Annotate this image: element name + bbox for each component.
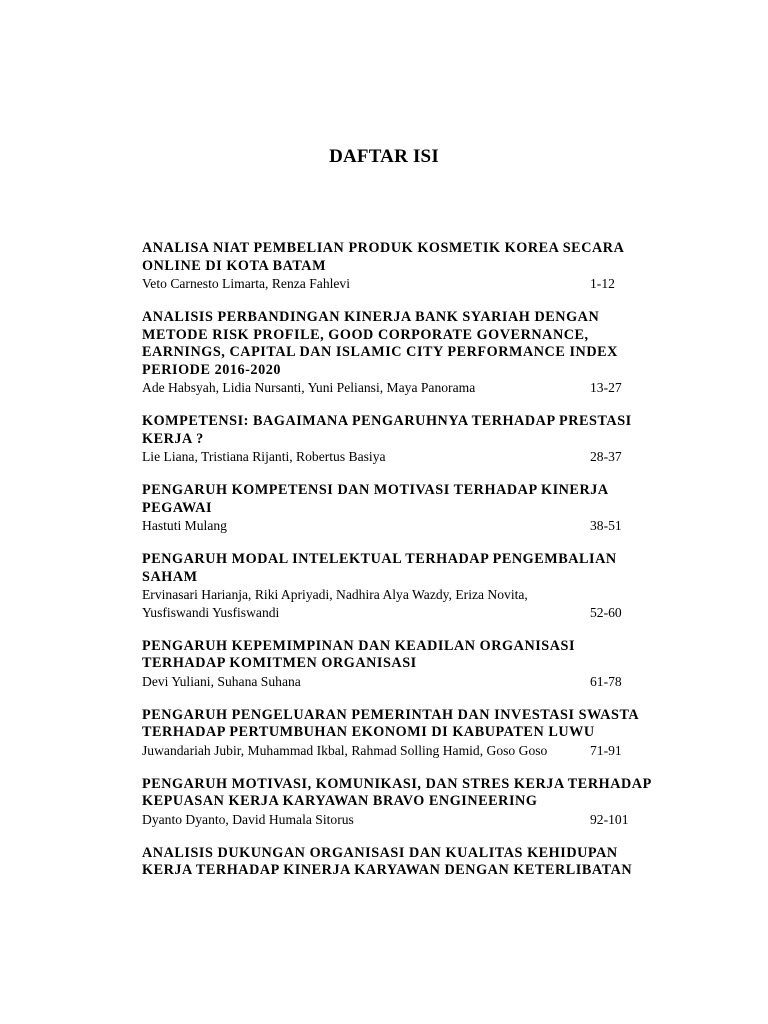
toc-entry <box>142 638 662 691</box>
table-of-contents <box>142 240 662 896</box>
toc-entry <box>142 482 662 535</box>
entry-meta-row <box>142 379 662 397</box>
article-title: PENGARUH KEPEMIMPINAN DAN KEADILAN ORGANISASI TERHADAP KOMITMEN ORGANISASI <box>142 637 576 671</box>
article-title: PENGARUH MODAL INTELEKTUAL TERHADAP PENGEMBALIAN SAHAM <box>142 551 617 585</box>
article-authors: Devi Yuliani, Suhana Suhana <box>142 673 301 689</box>
toc-entry <box>142 240 662 293</box>
toc-entry <box>142 707 662 760</box>
entry-meta-row <box>142 673 662 691</box>
page-range: 28-37 <box>590 449 622 464</box>
article-authors: Lie Liana, Tristiana Rijanti, Robertus Basiya <box>142 449 386 464</box>
entry-meta-row <box>142 811 662 829</box>
entry-meta-row <box>142 586 662 621</box>
page-title: DAFTAR ISI <box>329 146 439 167</box>
article-title: PENGARUH MOTIVASI, KOMUNIKASI, DAN STRES KERJA TERHADAP KEPUASAN KERJA KARYAWAN BRAVO ENGINEERING <box>142 775 652 809</box>
page-range: 52-60 <box>590 604 622 620</box>
page-range: 13-27 <box>590 380 622 395</box>
article-title: ANALISA NIAT PEMBELIAN PRODUK KOSMETIK KOREA SECARA ONLINE DI KOTA BATAM <box>142 240 625 274</box>
article-title: PENGARUH PENGELUARAN PEMERINTAH DAN INVESTASI SWASTA TERHADAP PERTUMBUHAN EKONOMI DI KABUPATEN LUWU <box>142 706 640 740</box>
toc-entry <box>142 309 662 397</box>
article-authors: Ervinasari Harianja, Riki Apriyadi, Nadhira Alya Wazdy, Eriza Novita, Yusfiswandi Yusfiswandi <box>142 587 528 620</box>
page-range: 92-101 <box>590 811 629 827</box>
toc-entry <box>142 845 662 880</box>
entry-meta-row <box>142 517 662 535</box>
entry-meta-row <box>142 742 662 760</box>
page-range: 71-91 <box>590 742 622 758</box>
article-authors: Veto Carnesto Limarta, Renza Fahlevi <box>142 276 350 291</box>
page-range: 1-12 <box>590 276 615 291</box>
article-title: ANALISIS DUKUNGAN ORGANISASI DAN KUALITAS KEHIDUPAN KERJA TERHADAP KINERJA KARYAWAN DENGAN KETERLIBATAN <box>142 844 633 878</box>
article-title: KOMPETENSI: BAGAIMANA PENGARUHNYA TERHADAP PRESTASI KERJA ? <box>142 413 632 447</box>
entry-meta-row <box>142 448 662 466</box>
article-authors: Hastuti Mulang <box>142 518 227 533</box>
article-authors: Dyanto Dyanto, David Humala Sitorus <box>142 811 354 827</box>
toc-entry <box>142 776 662 829</box>
entry-meta-row <box>142 275 662 293</box>
page-range: 38-51 <box>590 518 622 533</box>
article-title: ANALISIS PERBANDINGAN KINERJA BANK SYARIAH DENGAN METODE RISK PROFILE, GOOD CORPORATE GOVERNANCE, EARNINGS, CAPITAL DAN ISLAMIC CITY PERFORMANCE INDEX PERIODE 2016-2020 <box>142 309 618 378</box>
toc-entry <box>142 413 662 466</box>
article-title: PENGARUH KOMPETENSI DAN MOTIVASI TERHADAP KINERJA PEGAWAI <box>142 482 609 516</box>
article-authors: Juwandariah Jubir, Muhammad Ikbal, Rahmad Solling Hamid, Goso Goso <box>142 742 548 758</box>
toc-entry <box>142 551 662 621</box>
article-authors: Ade Habsyah, Lidia Nursanti, Yuni Peliansi, Maya Panorama <box>142 380 476 395</box>
page-range: 61-78 <box>590 673 622 689</box>
